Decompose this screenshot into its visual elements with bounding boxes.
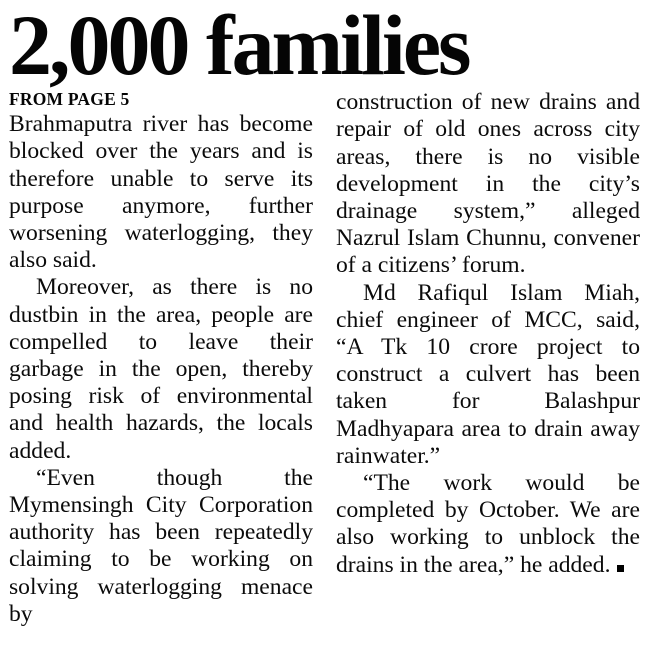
paragraph	[336, 470, 640, 579]
column-left	[9, 89, 313, 628]
paragraph: “Even though the Mymensingh City Corporation authority has been repeatedly claiming to be working on solving waterlogging menace by	[9, 464, 313, 627]
column-right	[336, 89, 640, 628]
paragraph: Moreover, as there is no dustbin in the area, people are compelled to leave their garbage in the open, thereby posing risk of environmental and health hazards, the locals added.	[9, 274, 313, 464]
end-of-article-marker-icon	[617, 565, 624, 572]
article-headline: 2,000 families	[9, 0, 469, 93]
article-columns	[9, 89, 640, 628]
newspaper-article	[9, 0, 640, 628]
paragraph: Md Rafiqul Islam Miah, chief engineer of MCC, said, “A Tk 10 crore project to construct a culvert has been taken for Balashpur Madhyapara area to drain away rainwater.”	[336, 279, 640, 469]
continued-from-label: FROM PAGE 5	[9, 89, 130, 110]
paragraph: Brahmaputra river has become blocked over the years and is therefore unable to serve its purpose anymore, further worsening waterlogging, they also said.	[9, 111, 313, 274]
paragraph: construction of new drains and repair of old ones across city areas, there is no visible development in the city’s drainage system,” alleged Nazrul Islam Chunnu, convener of a citizens’ forum.	[336, 89, 640, 279]
paragraph-text: “The work would be completed by October. We are also working to unblock the drains in the area,” he added.	[336, 469, 640, 578]
